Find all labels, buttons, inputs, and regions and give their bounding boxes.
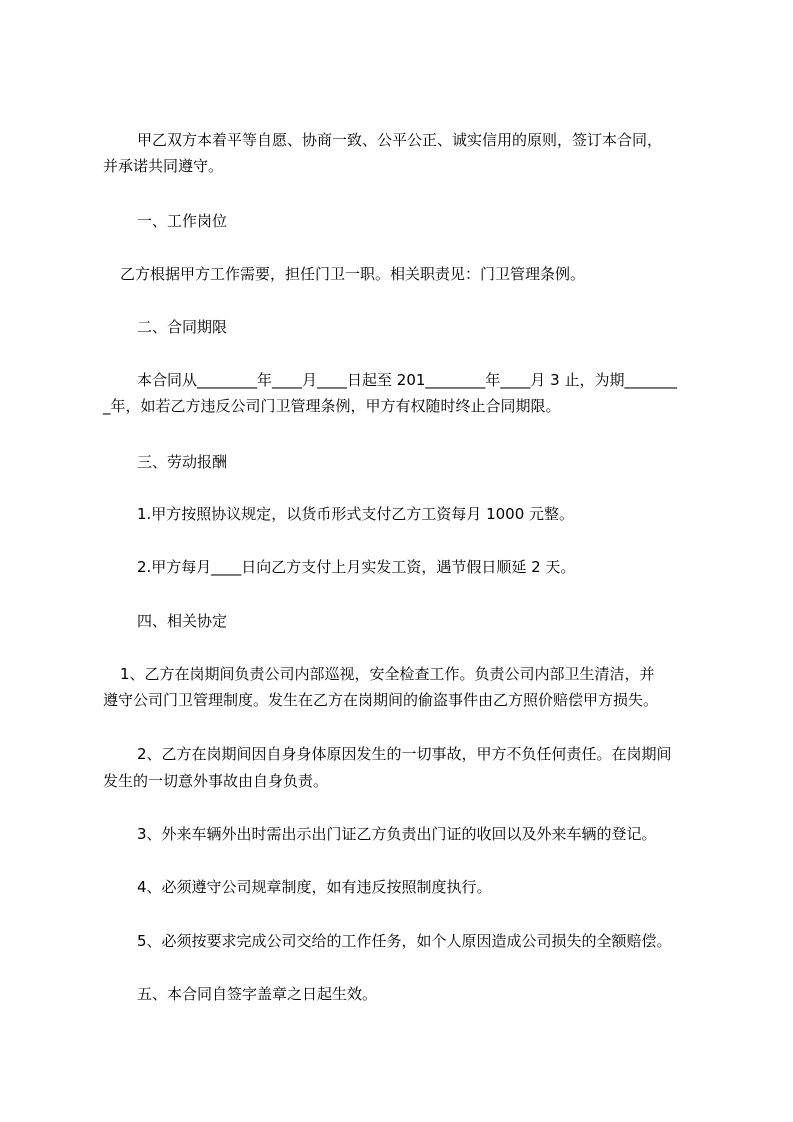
section-4-heading: 四、相关协定: [137, 612, 228, 630]
section-2-line-1: 本合同从________年____月____日起至 201________年____月 3 止，为期_______: [137, 371, 677, 389]
section-4-item-2-line-1: 2、乙方在岗期间因自身身体原因发生的一切事故，甲方不负任何责任。在岗期间: [137, 745, 672, 763]
intro-line-1: 甲乙双方本着平等自愿、协商一致、公平公正、诚实信用的原则，签订本合同，: [137, 131, 663, 149]
section-4-item-5: 5、必须按要求完成公司交给的工作任务，如个人原因造成公司损失的全额赔偿。: [137, 932, 672, 950]
section-4-item-1-line-2: 遵守公司门卫管理制度。发生在乙方在岗期间的偷盗事件由乙方照价赔偿甲方损失。: [103, 691, 659, 709]
section-2-heading: 二、合同期限: [137, 318, 228, 336]
section-2-line-2: _年，如若乙方违反公司门卫管理条例，甲方有权随时终止合同期限。: [103, 397, 561, 415]
section-5-heading: 五、本合同自签字盖章之日起生效。: [137, 985, 378, 1003]
section-3-heading: 三、劳动报酬: [137, 453, 228, 471]
section-4-item-2-line-2: 发生的一切意外事故由自身负责。: [103, 772, 329, 790]
section-3-item-2: 2.甲方每月____日向乙方支付上月实发工资，遇节假日顺延 2 天。: [137, 558, 576, 576]
section-1-heading: 一、工作岗位: [137, 212, 228, 230]
section-4-item-1-line-1: 1、乙方在岗期间负责公司内部巡视，安全检查工作。负责公司内部卫生清洁，并: [120, 665, 655, 683]
section-3-item-1: 1.甲方按照协议规定，以货币形式支付乙方工资每月 1000 元整。: [137, 505, 575, 523]
intro-line-2: 并承诺共同遵守。: [103, 157, 224, 175]
section-4-item-3: 3、外来车辆外出时需出示出门证乙方负责出门证的收回以及外来车辆的登记。: [137, 825, 657, 843]
section-4-item-4: 4、必须遵守公司规章制度，如有违反按照制度执行。: [137, 878, 492, 896]
section-1-paragraph: 乙方根据甲方工作需要，担任门卫一职。相关职责见：门卫管理条例。: [120, 265, 586, 283]
